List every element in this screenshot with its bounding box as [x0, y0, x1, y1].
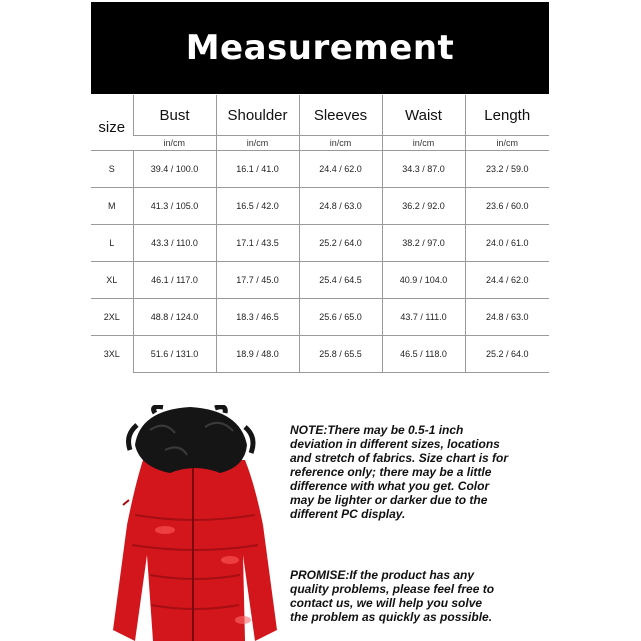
table-cell: 23.2 / 59.0 — [465, 151, 549, 188]
red-puffer-jacket-image — [95, 405, 290, 641]
table-header-row — [91, 95, 549, 136]
table-cell: 43.7 / 111.0 — [382, 299, 465, 336]
size-cell: 2XL — [91, 299, 133, 336]
table-cell: 38.2 / 97.0 — [382, 225, 465, 262]
table-cell: 25.6 / 65.0 — [299, 299, 382, 336]
column-header: Bust — [133, 95, 216, 136]
column-header: Sleeves — [299, 95, 382, 136]
note-line: difference with what you get. Color — [290, 479, 490, 493]
size-note — [290, 423, 530, 521]
promise-line: quality problems, please feel free to — [290, 582, 495, 596]
unit-label: in/cm — [133, 136, 216, 151]
table-row — [91, 225, 549, 262]
title-banner — [91, 2, 549, 94]
table-cell: 48.8 / 124.0 — [133, 299, 216, 336]
table-cell: 34.3 / 87.0 — [382, 151, 465, 188]
unit-label: in/cm — [382, 136, 465, 151]
unit-label: in/cm — [216, 136, 299, 151]
table-cell: 24.8 / 63.0 — [299, 188, 382, 225]
size-cell: XL — [91, 262, 133, 299]
promise-line: contact us, we will help you solve — [290, 596, 483, 610]
unit-label: in/cm — [299, 136, 382, 151]
table-cell: 24.8 / 63.0 — [465, 299, 549, 336]
unit-row — [91, 136, 549, 151]
table-cell: 46.1 / 117.0 — [133, 262, 216, 299]
table-cell: 25.2 / 64.0 — [299, 225, 382, 262]
table-cell: 25.8 / 65.5 — [299, 336, 382, 373]
note-line: deviation in different sizes, locations — [290, 437, 500, 451]
column-header: Waist — [382, 95, 465, 136]
note-line: NOTE:There may be 0.5-1 inch — [290, 423, 464, 437]
table-cell: 16.1 / 41.0 — [216, 151, 299, 188]
promise-line: the problem as quickly as possible. — [290, 610, 493, 624]
size-cell: S — [91, 151, 133, 188]
note-line: different PC display. — [290, 507, 406, 521]
table-cell: 24.4 / 62.0 — [465, 262, 549, 299]
table-cell: 18.3 / 46.5 — [216, 299, 299, 336]
table-cell: 25.4 / 64.5 — [299, 262, 382, 299]
table-cell: 24.0 / 61.0 — [465, 225, 549, 262]
table-row — [91, 336, 549, 373]
note-line: reference only; there may be a little — [290, 465, 492, 479]
page-title: Measurement — [185, 28, 455, 68]
table-cell: 51.6 / 131.0 — [133, 336, 216, 373]
table-cell: 17.7 / 45.0 — [216, 262, 299, 299]
column-header: Length — [465, 95, 549, 136]
note-line: may be lighter or darker due to the — [290, 493, 488, 507]
table-cell: 17.1 / 43.5 — [216, 225, 299, 262]
table-cell: 46.5 / 118.0 — [382, 336, 465, 373]
table-row — [91, 299, 549, 336]
promise-line: PROMISE:If the product has any — [290, 568, 475, 582]
table-cell: 43.3 / 110.0 — [133, 225, 216, 262]
unit-label: in/cm — [465, 136, 549, 151]
column-header: Shoulder — [216, 95, 299, 136]
table-cell: 40.9 / 104.0 — [382, 262, 465, 299]
size-column-header: size — [91, 95, 133, 151]
table-cell: 16.5 / 42.0 — [216, 188, 299, 225]
table-cell: 23.6 / 60.0 — [465, 188, 549, 225]
size-chart-table — [91, 95, 549, 373]
table-cell: 18.9 / 48.0 — [216, 336, 299, 373]
table-cell: 39.4 / 100.0 — [133, 151, 216, 188]
table-row — [91, 188, 549, 225]
promise-note — [290, 568, 530, 624]
table-row — [91, 151, 549, 188]
note-line: and stretch of fabrics. Size chart is for — [290, 451, 509, 465]
table-cell: 25.2 / 64.0 — [465, 336, 549, 373]
size-cell: L — [91, 225, 133, 262]
table-cell: 41.3 / 105.0 — [133, 188, 216, 225]
table-cell: 36.2 / 92.0 — [382, 188, 465, 225]
size-cell: 3XL — [103, 349, 120, 360]
size-cell: M — [91, 188, 133, 225]
table-cell: 24.4 / 62.0 — [299, 151, 382, 188]
table-row — [91, 262, 549, 299]
